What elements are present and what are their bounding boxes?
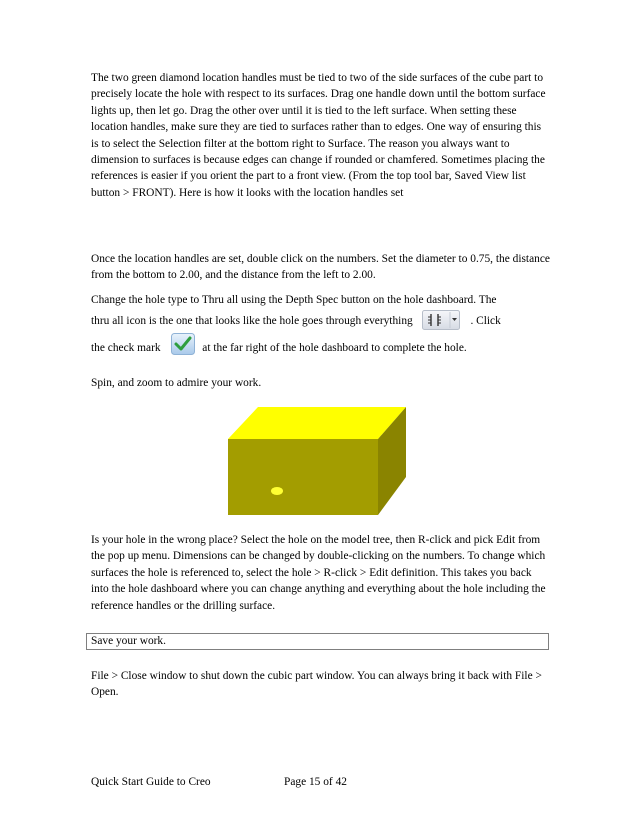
footer-title: Quick Start Guide to Creo xyxy=(91,776,211,788)
check-mark-icon xyxy=(171,333,195,355)
thru-all-icon xyxy=(422,310,460,330)
paragraph-close-window: File > Close window to shut down the cubic part window. You can always bring it back with File > Open. xyxy=(91,670,542,699)
check-mark-text: the check mark xyxy=(91,342,161,354)
thru-all-text: thru all icon is the one that looks like the hole goes through everything xyxy=(91,315,413,327)
cube-front-face xyxy=(228,439,378,515)
save-callout xyxy=(86,633,549,650)
check-mark-text-end: at the far right of the hole dashboard to complete the hole. xyxy=(202,342,467,354)
hole-marker xyxy=(271,487,283,495)
hole-type-line1: Change the hole type to Thru all using the Depth Spec button on the hole dashboard. The xyxy=(91,294,497,306)
cube-part-image xyxy=(228,405,408,517)
thru-all-line xyxy=(91,310,551,332)
footer-page-number: Page 15 of 42 xyxy=(284,776,347,788)
paragraph-hole-type xyxy=(91,292,551,308)
thru-all-text-end: . Click xyxy=(470,315,501,327)
paragraph-set-dimensions: Once the location handles are set, double click on the numbers. Set the diameter to 0.75, the distance from the bottom to 2.00, and the distance from the left to 2.00. xyxy=(91,253,550,282)
paragraph-wrong-place: Is your hole in the wrong place? Select the hole on the model tree, then R-click and pick Edit from the pop up menu. Dimensions can be changed by double-clicking on the numbers. To change which surfaces the hole is referenced to, select the hole > R-click > Edit definition. This takes you back into the hole dashboard where you can change anything and everything about the hole including the reference handles or the drilling surface. xyxy=(91,534,546,612)
paragraph-location-handles: The two green diamond location handles must be tied to two of the side surfaces of the cube part to precisely locate the hole with respect to its surfaces. Drag one handle down until the bottom surface lights up, then let go. Drag the other over until it is tied to the left surface. When setting these location handles, make sure they are tied to surfaces rather than to edges. One way of ensuring this is to select the Selection filter at the bottom right to Surface. The reason you always want to dimension to surfaces is because edges can change if rounded or chamfered. Sometimes placing the references is easier if you orient the part to a front view. (From the top tool bar, Saved View list button > FRONT). Here is how it looks with the location handles set xyxy=(91,72,546,199)
cube-top-face xyxy=(228,407,406,439)
check-mark-line xyxy=(91,336,551,360)
paragraph-spin-zoom: Spin, and zoom to admire your work. xyxy=(91,377,262,389)
save-text: Save your work. xyxy=(91,635,166,647)
